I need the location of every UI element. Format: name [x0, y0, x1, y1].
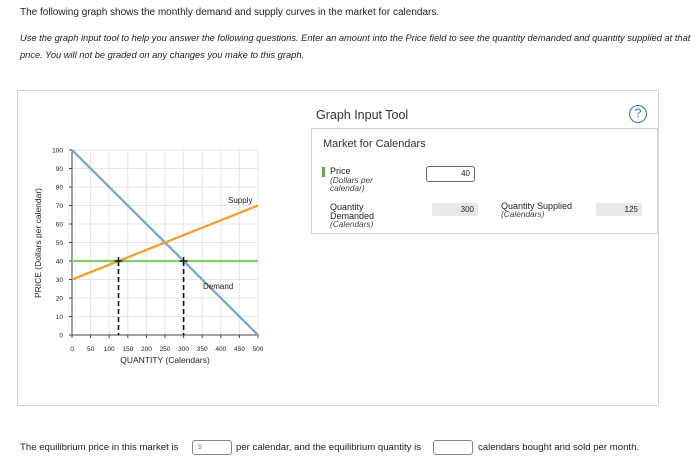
demand-curve-label: Demand [203, 282, 234, 291]
y-tick-label: 10 [55, 314, 63, 321]
graph-input-tool-title: Graph Input Tool [316, 108, 409, 122]
question-instructions: Use the graph input tool to help you answer the following questions. Enter an amount into the Price field to see the quantity demanded and quantity supplied at that price. You will not be graded on any changes you make to this graph. [20, 33, 691, 60]
quantity-supplied-unit: (Calendars) [501, 209, 545, 219]
price-unit: (Dollars per calendar) [330, 175, 373, 193]
x-tick-label: 0 [70, 346, 74, 353]
equilibrium-price-input[interactable]: $ [192, 440, 232, 455]
x-tick-label: 50 [86, 346, 95, 353]
quantity-demanded-unit: (Calendars) [330, 219, 374, 229]
x-tick-label: 450 [233, 346, 245, 353]
x-axis-label: QUANTITY (Calendars) [120, 355, 210, 365]
x-tick-label: 100 [103, 346, 115, 353]
y-tick-label: 60 [55, 221, 63, 229]
quantity-supplied-value: 125 [596, 203, 642, 216]
y-axis-label: PRICE (Dollars per calendar) [33, 187, 43, 299]
y-tick-label: 20 [55, 295, 63, 303]
x-tick-label: 250 [159, 346, 171, 353]
answer-middle: per calendar, and the equilibrium quantity is [236, 442, 422, 453]
price-color-swatch [322, 167, 325, 177]
question-intro: The following graph shows the monthly demand and supply curves in the market for calendars. [20, 7, 440, 18]
y-tick-label: 0 [59, 332, 63, 340]
answer-suffix: calendars bought and sold per month. [478, 442, 640, 453]
x-tick-label: 500 [252, 346, 264, 353]
x-tick-label: 150 [122, 346, 134, 353]
quantity-supplied-label: Quantity Supplied [501, 201, 573, 211]
y-tick-label: 80 [55, 184, 63, 192]
y-tick-label: 40 [55, 258, 63, 266]
x-tick-label: 350 [196, 346, 208, 353]
quantity-demanded-value: 300 [432, 203, 478, 216]
quantity-demanded-label: Quantity Demanded [330, 202, 375, 221]
supply-curve-label: Supply [228, 196, 253, 205]
answer-sentence [20, 442, 178, 453]
x-tick-label: 300 [178, 346, 190, 353]
x-tick-label: 400 [215, 346, 227, 353]
help-icon[interactable]: ? [629, 105, 647, 123]
y-tick-label: 100 [52, 147, 63, 155]
y-tick-label: 70 [55, 203, 63, 210]
y-tick-label: 50 [55, 240, 63, 247]
y-tick-label: 90 [55, 166, 63, 173]
market-title: Market for Calendars [323, 138, 426, 150]
x-tick-label: 200 [140, 346, 152, 353]
equilibrium-quantity-input[interactable] [433, 440, 473, 455]
y-tick-label: 30 [55, 277, 63, 284]
price-input[interactable]: 40 [426, 166, 475, 182]
answer-prefix: The equilibrium price in this market is [20, 442, 179, 453]
price-label: Price [330, 166, 351, 176]
